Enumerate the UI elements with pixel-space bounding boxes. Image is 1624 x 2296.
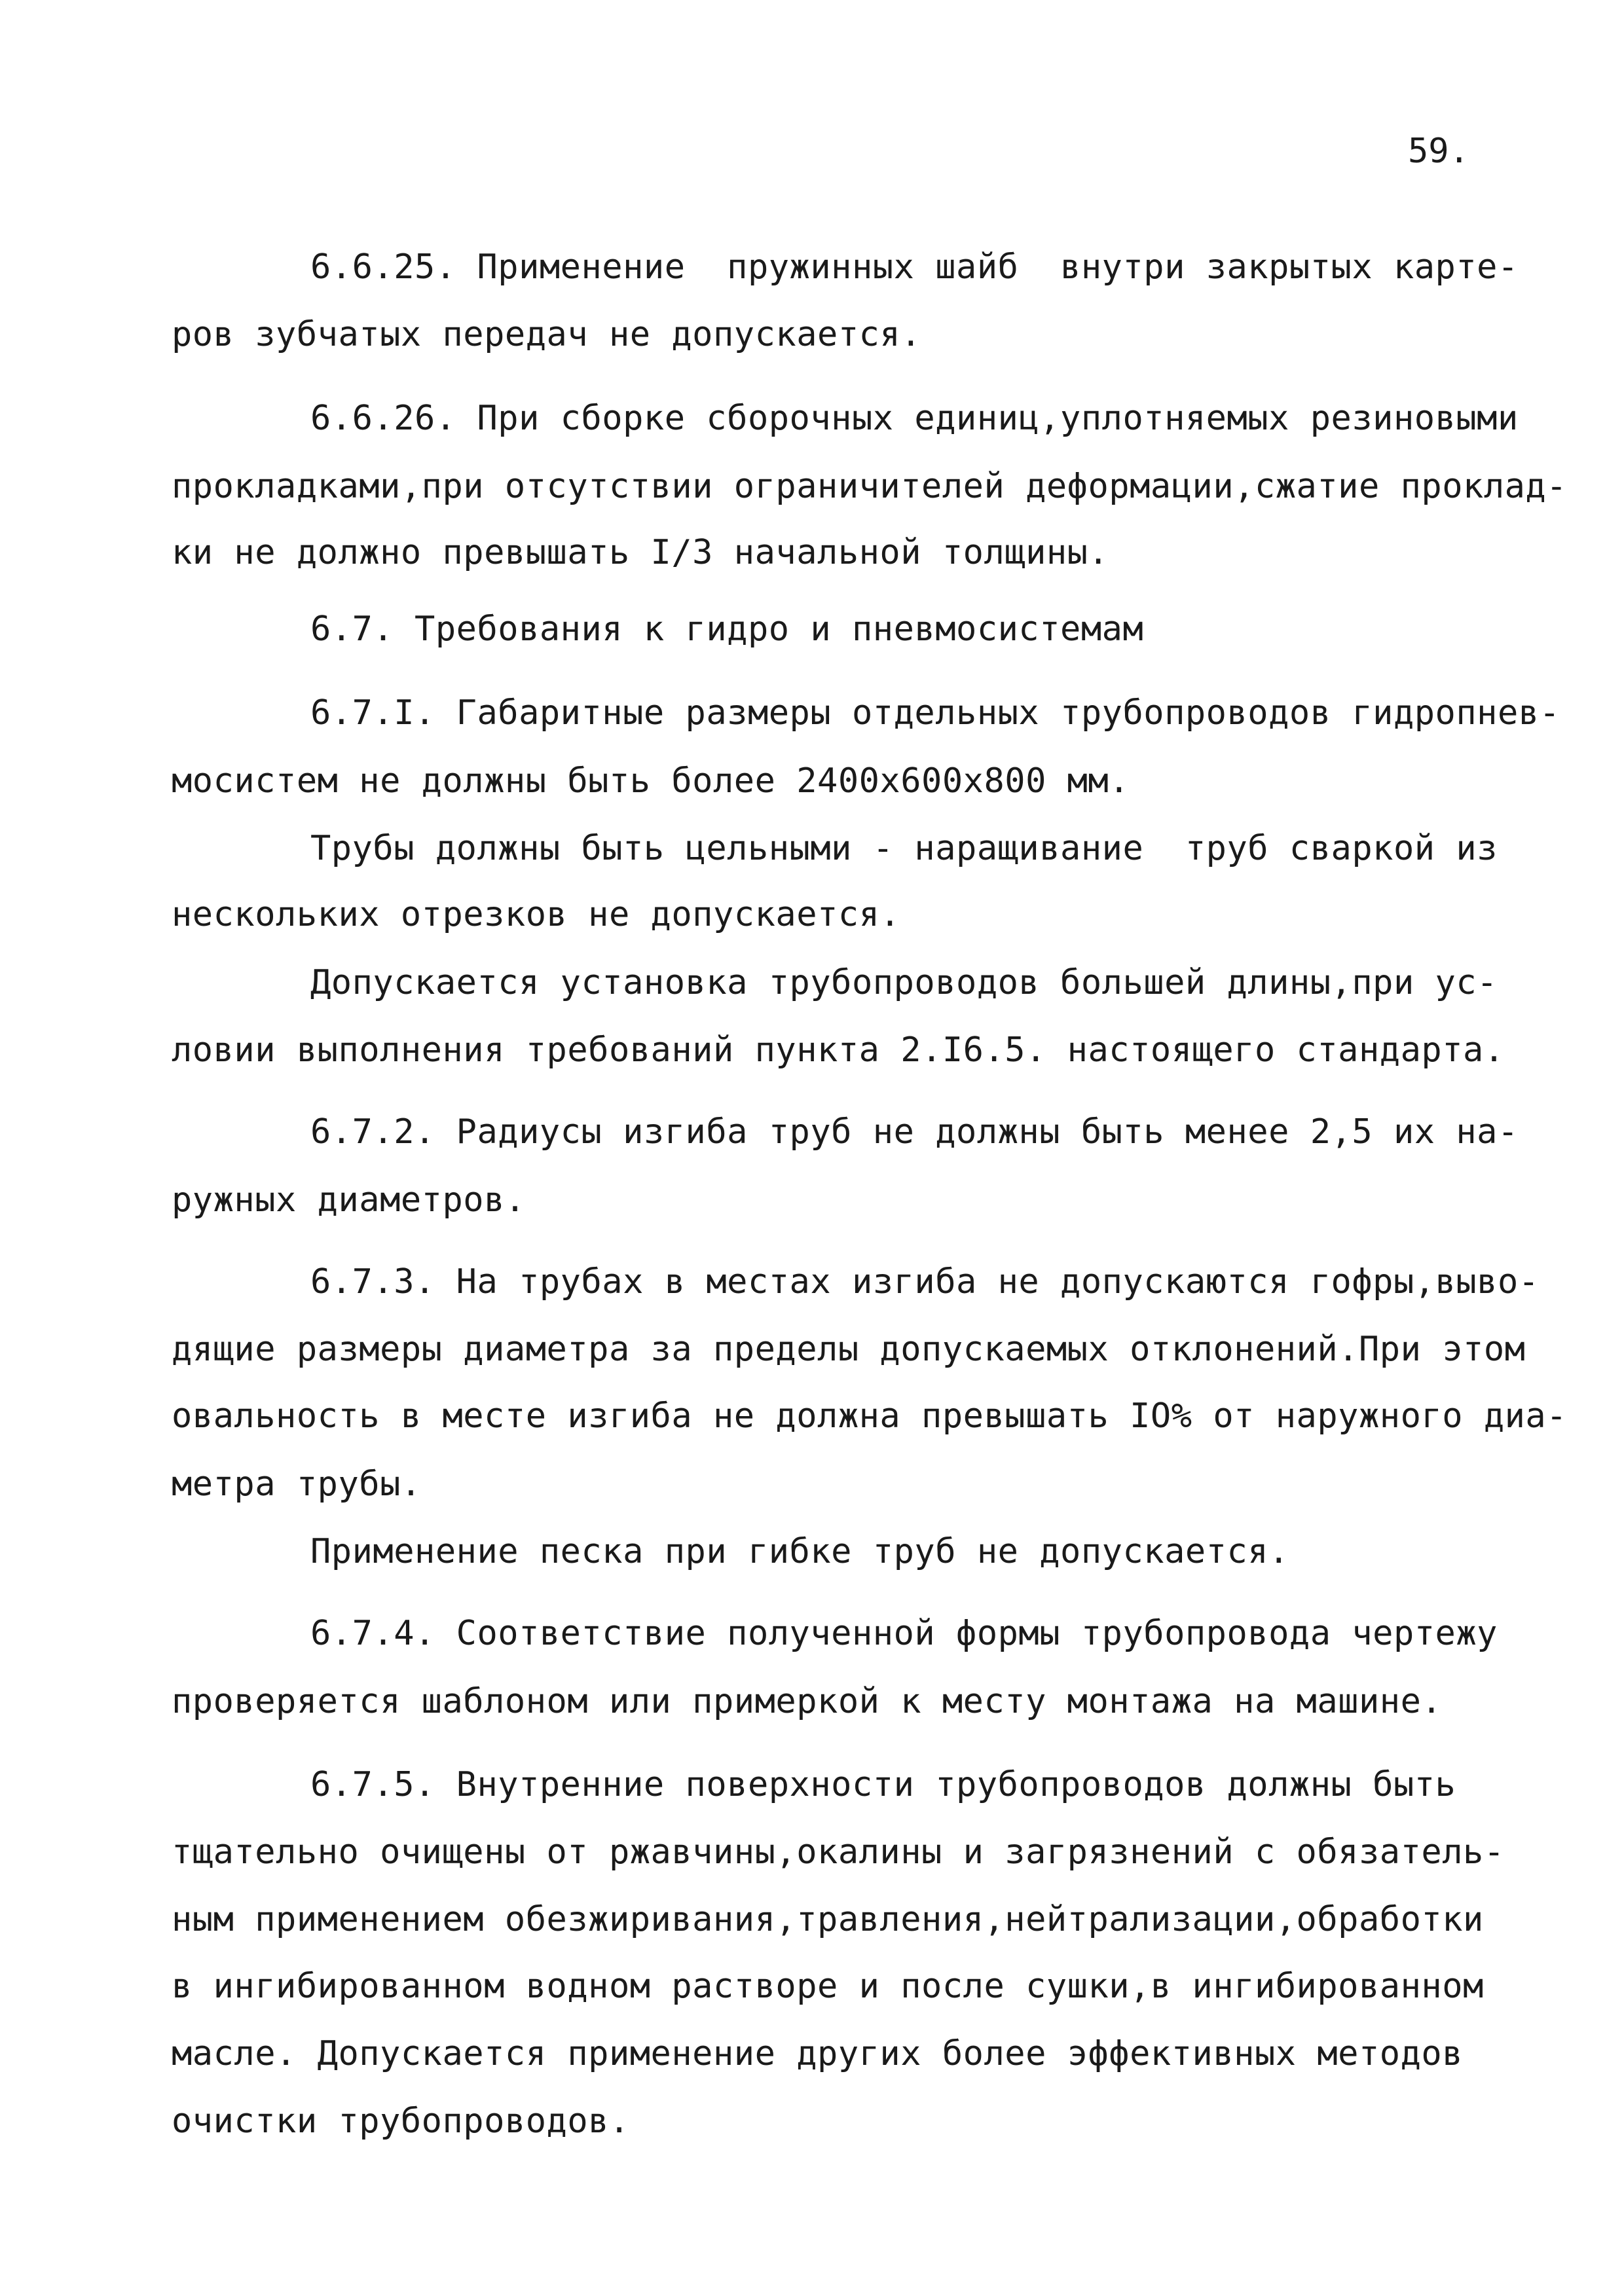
text-line: нескольких отрезков не допускается. (172, 895, 901, 934)
text-line: ружных диаметров. (172, 1180, 526, 1220)
page-number: 59. (1408, 132, 1469, 171)
text-line: ловии выполнения требований пункта 2.I6.5. настоящего стандарта. (172, 1030, 1505, 1070)
text-line: метра трубы. (172, 1465, 422, 1504)
section-heading: 6.7. Требования к гидро и пневмосистемам (310, 610, 1144, 649)
text-line: Допускается установка трубопроводов большей длины,при ус- (310, 963, 1498, 1002)
text-line: 6.7.I. Габаритные размеры отдельных трубопроводов гидропнев- (310, 693, 1560, 733)
text-line: ки не должно превышать I/3 начальной толщины. (172, 533, 1109, 572)
text-line: 6.7.4. Соответствие полученной формы трубопровода чертежу (310, 1614, 1498, 1653)
text-line: тщательно очищены от ржавчины,окалины и загрязнений с обязатель- (172, 1832, 1505, 1872)
text-line: 6.7.3. На трубах в местах изгиба не допускаются гофры,выво- (310, 1262, 1540, 1302)
text-line: Трубы должны быть цельными - наращивание труб сваркой из (310, 829, 1498, 868)
text-line: очистки трубопроводов. (172, 2102, 630, 2141)
text-line: мосистем не должны быть более 2400х600х800 мм. (172, 761, 1130, 801)
text-line: дящие размеры диаметра за пределы допускаемых отклонений.При этом (172, 1330, 1526, 1369)
text-line: масле. Допускается применение других более эффективных методов (172, 2034, 1464, 2073)
text-line: овальность в месте изгиба не должна превышать IO% от наружного диа- (172, 1396, 1568, 1436)
text-line: в ингибированном водном растворе и после сушки,в ингибированном (172, 1967, 1484, 2006)
text-line: 6.7.5. Внутренние поверхности трубопроводов должны быть (310, 1765, 1456, 1804)
text-line: проверяется шаблоном или примеркой к месту монтажа на машине. (172, 1682, 1443, 1721)
text-line: 6.6.25. Применение пружинных шайб внутри закрытых карте- (310, 247, 1519, 287)
text-line: прокладками,при отсутствии ограничителей деформации,сжатие проклад- (172, 467, 1568, 506)
text-line: ным применением обезжиривания,травления,нейтрализации,обработки (172, 1900, 1484, 1939)
text-line: 6.6.26. При сборке сборочных единиц,уплотняемых резиновыми (310, 399, 1519, 438)
text-line: 6.7.2. Радиусы изгиба труб не должны быть менее 2,5 их на- (310, 1112, 1519, 1152)
text-line: ров зубчатых передач не допускается. (172, 315, 922, 354)
text-line: Применение песка при гибке труб не допускается. (310, 1532, 1289, 1571)
